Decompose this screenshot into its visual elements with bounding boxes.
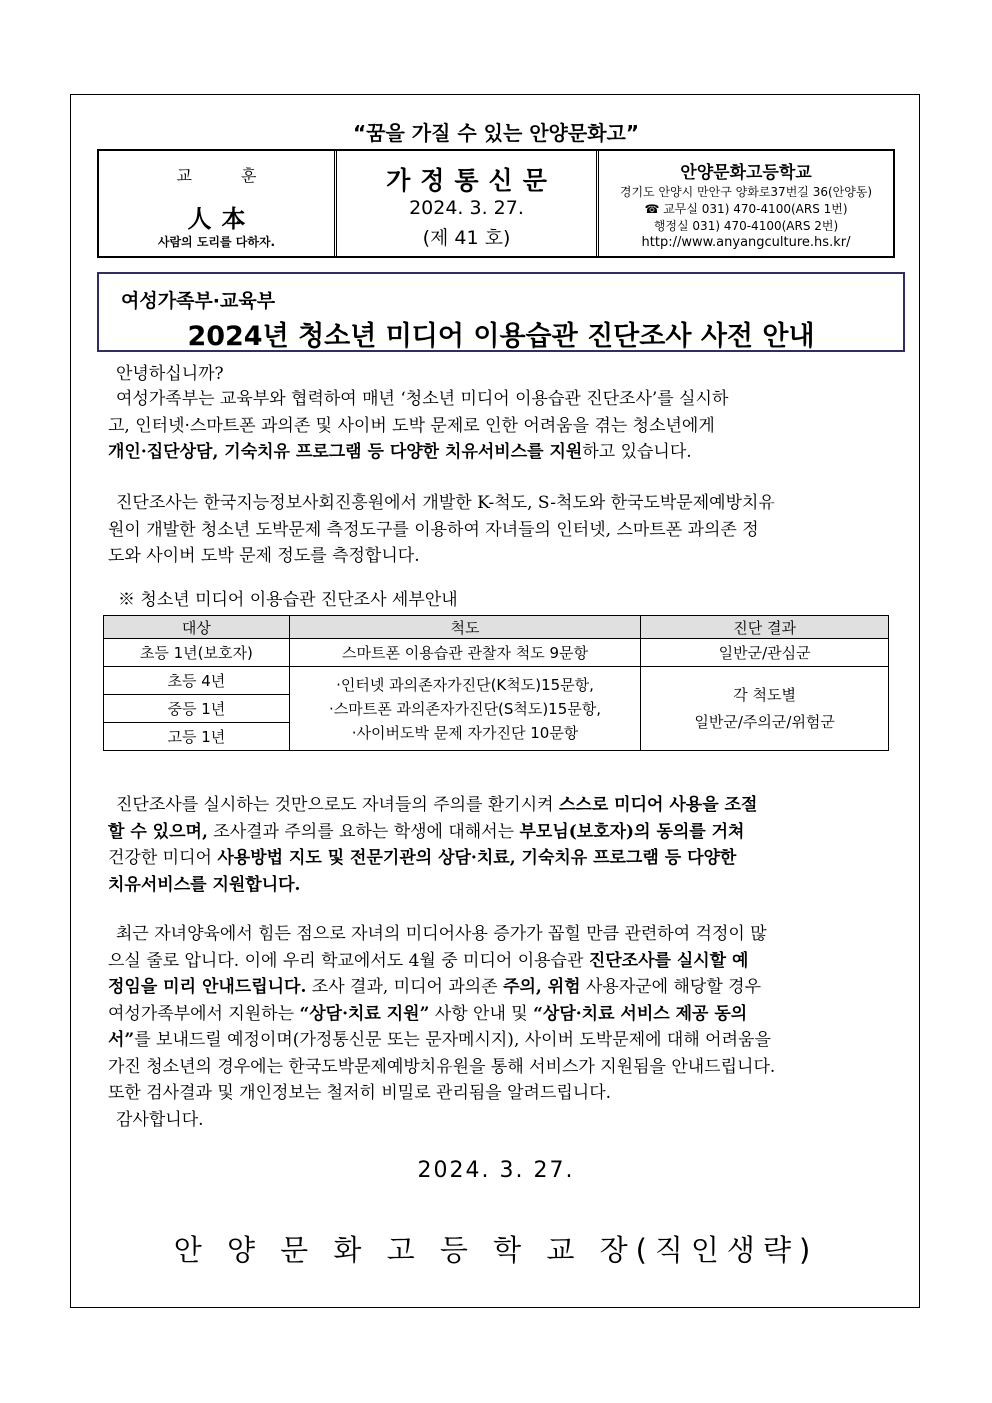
paragraph-2 [108, 490, 896, 570]
highlight-text: 할 수 있으며, [108, 821, 208, 842]
notice-title-box [97, 272, 905, 352]
paragraph-text: 건강한 미디어 [108, 848, 218, 868]
highlight-text: 스스로 미디어 사용을 조절 [558, 795, 758, 815]
paragraph-text: 으실 줄로 압니다. 이에 우리 학교에서도 4월 중 미디어 이용습관 [108, 950, 589, 971]
paragraph-text: 조사결과 주의를 요하는 학생에 대해서는 [207, 821, 520, 842]
table-cell: 스마트폰 이용습관 관찰자 척도 9문항 [289, 639, 641, 667]
closing-thanks: 감사합니다. [116, 1109, 204, 1130]
table-row [104, 639, 889, 667]
paragraph-line [108, 1001, 896, 1028]
scale-item: ·인터넷 과의존자가진단(K척도)15문항, [336, 675, 594, 694]
paragraph-line [108, 948, 896, 975]
highlight-text: 부모님(보호자)의 동의를 거쳐 [519, 821, 745, 842]
highlight-text: 개인·집단상담, 기숙치유 프로그램 등 다양한 치유서비스를 지원 [108, 442, 583, 462]
newsletter-issue: (제 41 호) [422, 227, 511, 249]
paragraph-line: 도와 사이버 도박 문제 정도를 측정합니다. [108, 546, 420, 566]
motto-label: 교 훈 [176, 166, 279, 185]
notice-title: 2024년 청소년 미디어 이용습관 진단조사 사전 안내 [187, 321, 815, 352]
paragraph-1 [108, 386, 896, 466]
table-cell: 중등 1년 [104, 695, 290, 723]
phone-office: ☎ 교무실 031) 470-4100(ARS 1번) [644, 202, 848, 216]
paragraph-text: 하고 있습니다. [582, 442, 692, 462]
paragraph-line: 또한 검사결과 및 개인정보는 철저히 비밀로 관리됨을 알려드립니다. [108, 1083, 612, 1103]
newsletter-date: 2024. 3. 27. [409, 197, 524, 219]
principal-signature: 안 양 문 화 고 등 학 교 장(직인생략) [173, 1233, 819, 1267]
table-row [104, 667, 889, 695]
table-cell: 초등 1년(보호자) [104, 639, 290, 667]
motto-main: 人本 [187, 204, 256, 233]
paragraph-line: 원이 개발한 청소년 도박문제 측정도구를 이용하여 자녀들의 인터넷, 스마트폰 과의존 정 [108, 519, 759, 540]
highlight-text: 정임을 미리 안내드립니다. [108, 977, 307, 997]
school-name: 안양문화고등학교 [680, 163, 812, 183]
motto-sub: 사람의 도리를 다하자. [157, 235, 276, 249]
paragraph-4 [108, 921, 896, 1133]
highlight-text: 주의, 위험 [503, 977, 581, 997]
result-line: 각 척도별 [733, 685, 797, 704]
paragraph-text: 여성가족부에서 지원하는 [108, 1003, 300, 1024]
paragraph-line [108, 1027, 896, 1054]
paragraph-line: 여성가족부는 교육부와 협력하여 매년 ‘청소년 미디어 이용습관 진단조사’를 실시하 [116, 389, 729, 409]
table-header-row [104, 616, 889, 639]
paragraph-text: 를 보내드릴 예정이며(가정통신문 또는 문자메시지), 사이버 도박문제에 대해 어려움을 [134, 1030, 771, 1050]
greeting [108, 361, 896, 388]
phone-admin: 행정실 031) 470-4100(ARS 2번) [653, 219, 839, 233]
table-cell: 일반군/관심군 [641, 639, 889, 667]
survey-detail-note: ※ 청소년 미디어 이용습관 진단조사 세부안내 [118, 590, 458, 610]
result-line: 일반군/주의군/위험군 [694, 712, 835, 731]
closing-date: 2024. 3. 27. [417, 1158, 575, 1183]
highlight-text: “상담·치료 지원” [299, 1003, 430, 1024]
column-header-result: 진단 결과 [641, 616, 889, 639]
paragraph-text: 조사 결과, 미디어 과의존 [306, 977, 504, 997]
paragraph-line: 진단조사는 한국지능정보사회진흥원에서 개발한 K-척도, S-척도와 한국도박문제예방치유 [116, 493, 775, 513]
table-cell: 초등 4년 [104, 667, 290, 695]
paragraph-line [108, 792, 896, 819]
paragraph-text: 사항 안내 및 [429, 1003, 534, 1024]
paragraph-line [108, 819, 896, 846]
paragraph-line: 고, 인터넷·스마트폰 과의존 및 사이버 도박 문제로 인한 어려움을 겪는 청소년에게 [108, 415, 715, 436]
school-website-link[interactable]: http://www.anyangculture.hs.kr/ [641, 235, 851, 250]
school-motto-cell [99, 151, 337, 256]
school-slogan: “꿈을 가질 수 있는 안양문화고” [353, 121, 639, 145]
table-cell-scales [289, 667, 641, 751]
paragraph-3 [108, 792, 896, 898]
table-cell: 고등 1년 [104, 723, 290, 751]
notice-organization: 여성가족부·교육부 [121, 290, 276, 312]
scale-item: ·사이버도박 문제 자가진단 10문항 [351, 723, 579, 742]
highlight-text: 서” [108, 1030, 135, 1050]
scale-item: ·스마트폰 과의존자가진단(S척도)15문항, [329, 699, 602, 718]
newsletter-title: 가정통신문 [386, 166, 557, 195]
school-address: 경기도 안양시 만안구 양화로37번길 36(안양동) [619, 185, 873, 199]
highlight-text: “상담·치료 서비스 제공 동의 [533, 1003, 748, 1024]
column-header-target: 대상 [104, 616, 290, 639]
greeting-text: 안녕하십니까? [116, 364, 224, 384]
highlight-text: 진단조사를 실시할 예 [588, 950, 749, 971]
letter-header [97, 149, 895, 258]
survey-detail-table [103, 615, 889, 751]
column-header-scale: 척도 [289, 616, 641, 639]
highlight-text: 치유서비스를 지원합니다. [108, 874, 301, 895]
highlight-text: 사용방법 지도 및 전문기관의 상담·치료, 기숙치유 프로그램 등 다양한 [217, 848, 737, 868]
paragraph-line [108, 872, 896, 899]
school-info-cell [599, 151, 893, 256]
newsletter-cell [337, 151, 599, 256]
paragraph-line: 최근 자녀양육에서 힘든 점으로 자녀의 미디어사용 증가가 꼽힐 만큼 관련하여 걱정이 많 [116, 924, 767, 944]
paragraph-line: 가진 청소년의 경우에는 한국도박문제예방치유원을 통해 서비스가 지원됨을 안내드립니다. [108, 1056, 776, 1077]
paragraph-text: 진단조사를 실시하는 것만으로도 자녀들의 주의를 환기시켜 [116, 795, 559, 815]
table-cell-results [641, 667, 889, 751]
paragraph-text: 사용자군에 해당할 경우 [580, 977, 762, 997]
paragraph-line [108, 845, 896, 872]
paragraph-line [108, 974, 896, 1001]
paragraph-line [108, 439, 896, 466]
